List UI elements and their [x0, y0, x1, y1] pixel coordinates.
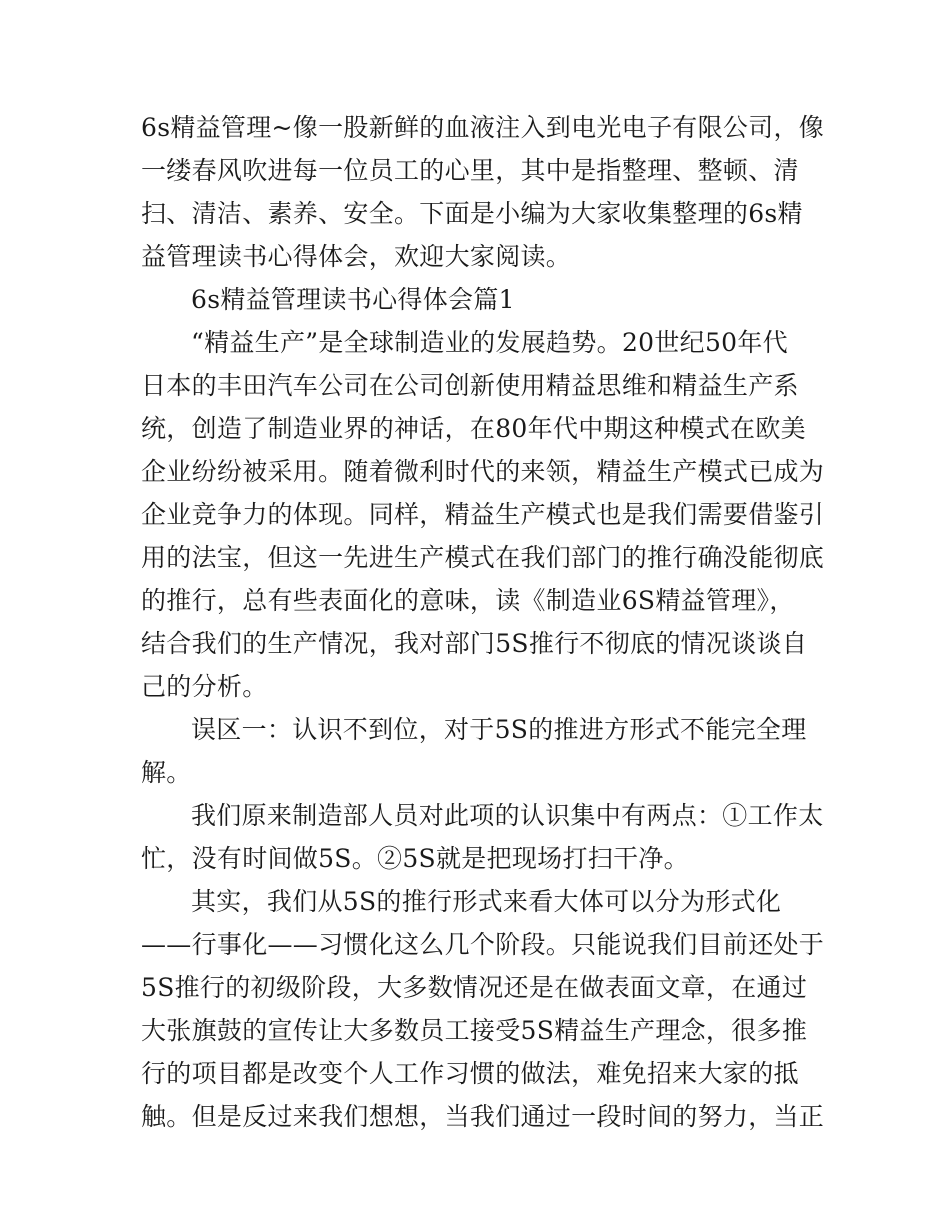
text-line: 一缕春风吹进每一位员工的心里，其中是指整理、整顿、清 [141, 156, 799, 185]
text-line: 统，创造了制造业界的神话，在80年代中期这种模式在欧美 [141, 414, 806, 443]
text-line: 解。 [141, 758, 192, 787]
text-line: 误区一：认识不到位，对于5S的推进方形式不能完全理 [191, 715, 807, 744]
text-line: 己的分析。 [141, 672, 268, 701]
text-line: 行的项目都是改变个人工作习惯的做法，难免招来大家的抵 [141, 1059, 799, 1088]
text-line: 5S推行的初级阶段，大多数情况还是在做表面文章，在通过 [141, 973, 808, 1002]
text-line: 日本的丰田汽车公司在公司创新使用精益思维和精益生产系 [141, 371, 799, 400]
text-line: 企业纷纷被采用。随着微利时代的来领，精益生产模式已成为 [141, 457, 825, 486]
text-line: 结合我们的生产情况，我对部门5S推行不彻底的情况谈谈自 [141, 629, 808, 658]
text-line: 触。但是反过来我们想想，当我们通过一段时间的努力，当正 [141, 1102, 825, 1131]
text-line: 忙，没有时间做5S。②5S就是把现场打扫干净。 [141, 844, 689, 873]
text-line: 其实，我们从5S的推行形式来看大体可以分为形式化 [191, 887, 782, 916]
text-line: 的推行，总有些表面化的意味，读《制造业6S精益管理》， [141, 586, 795, 615]
text-line: 我们原来制造部人员对此项的认识集中有两点：①工作太 [191, 801, 824, 830]
section-heading: 6s精益管理读书心得体会篇1 [191, 285, 515, 314]
text-line: 企业竞争力的体现。同样，精益生产模式也是我们需要借鉴引 [141, 500, 825, 529]
text-line: 大张旗鼓的宣传让大多数员工接受5S精益生产理念，很多推 [141, 1016, 808, 1045]
text-line: “精益生产”是全球制造业的发展趋势。20世纪50年代 [191, 328, 788, 357]
text-line: 6s精益管理~像一股新鲜的血液注入到电光电子有限公司，像 [141, 113, 825, 142]
text-line: ——行事化——习惯化这么几个阶段。只能说我们目前还处于 [141, 930, 825, 959]
text-line: 用的法宝，但这一先进生产模式在我们部门的推行确没能彻底 [141, 543, 825, 572]
text-line: 益管理读书心得体会，欢迎大家阅读。 [141, 242, 572, 271]
text-line: 扫、清洁、素养、安全。下面是小编为大家收集整理的6s精 [141, 199, 803, 228]
